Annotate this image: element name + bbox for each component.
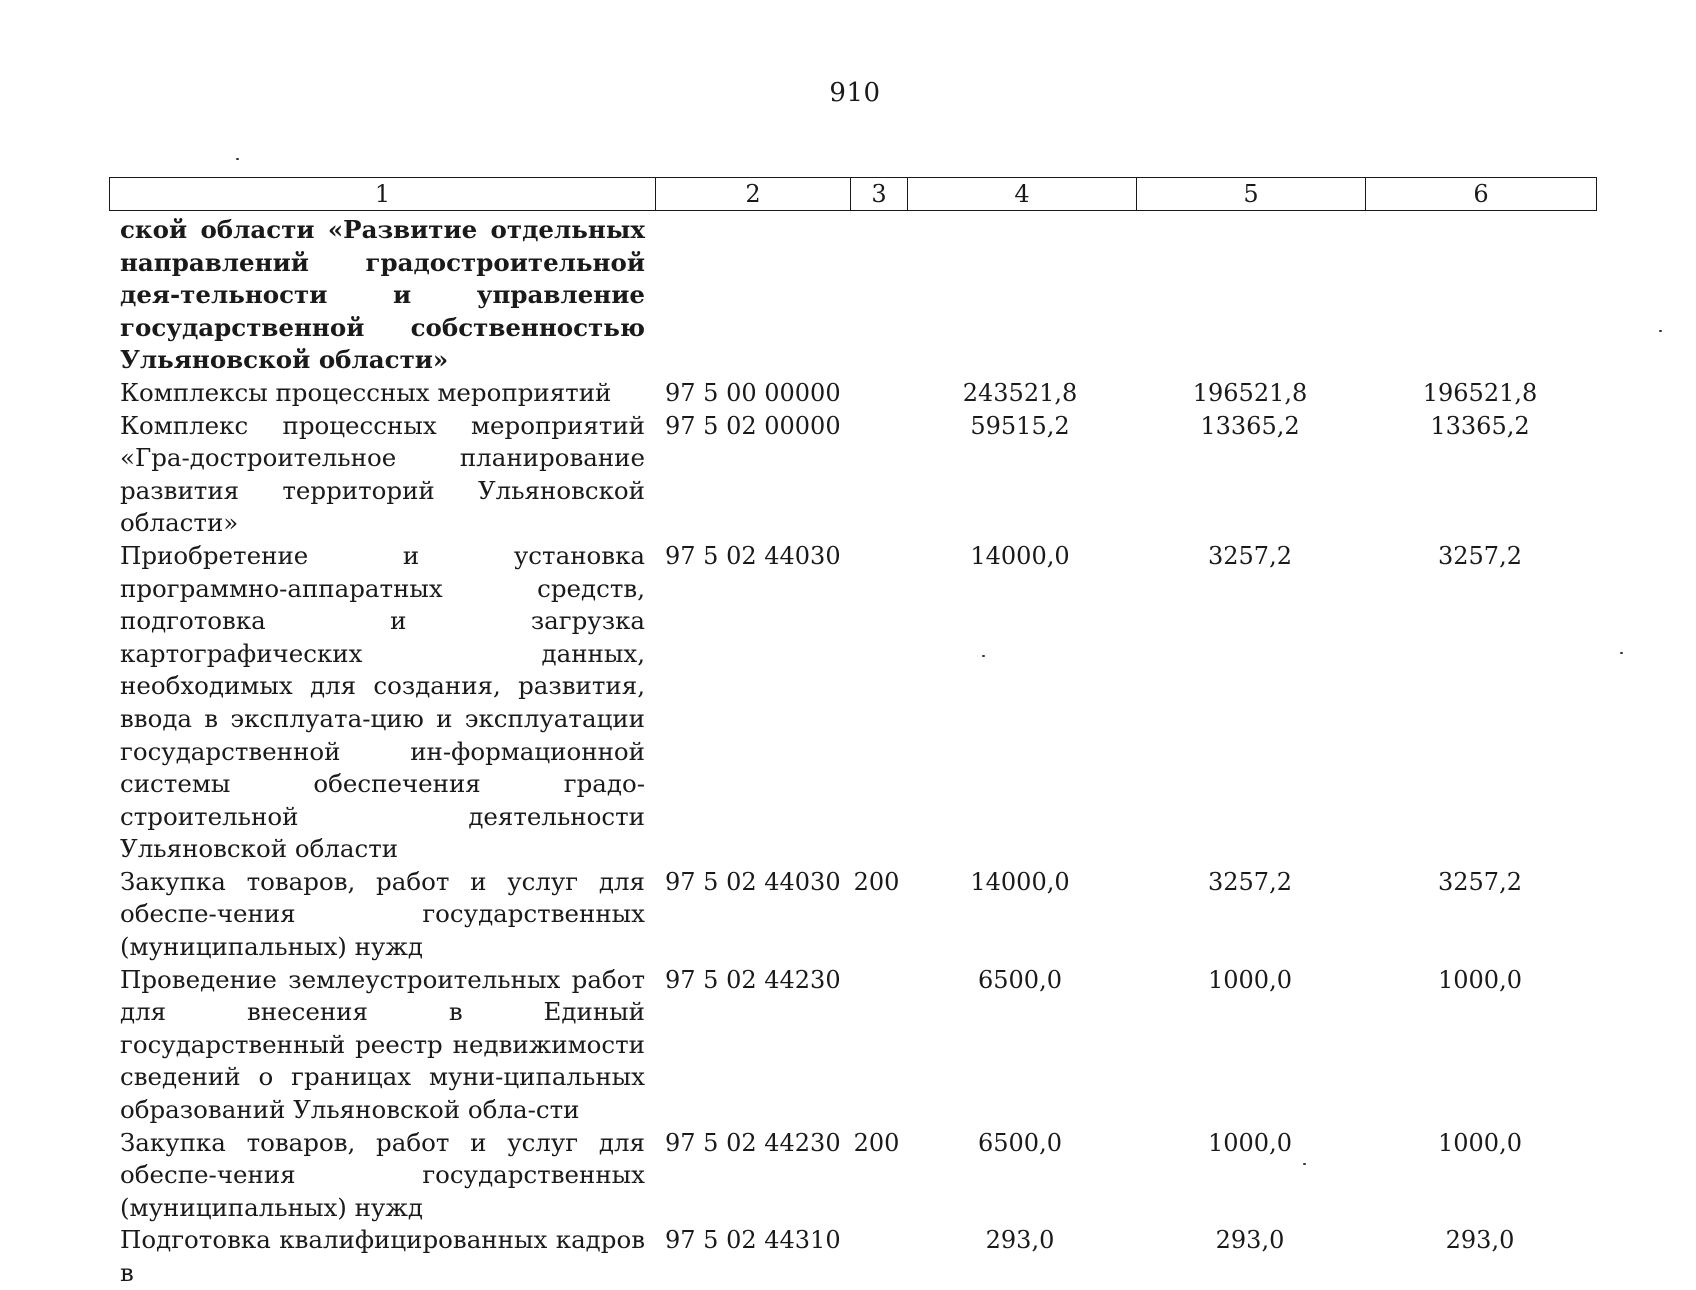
row-value-4: 6500,0 [978, 1128, 1062, 1157]
row-code: 97 5 02 00000 [665, 411, 841, 440]
table-body [109, 214, 1596, 1290]
table-row [109, 1127, 1596, 1225]
row-value-6: 1000,0 [1438, 1128, 1522, 1157]
table-row [109, 1224, 1596, 1289]
row-value-4: 243521,8 [962, 378, 1078, 407]
table-row [109, 964, 1596, 1127]
page-number: 910 [829, 78, 881, 108]
table-row [109, 214, 1596, 377]
row-value-5: 1000,0 [1208, 1128, 1292, 1157]
scan-speck [236, 158, 239, 160]
row-title: Комплексы процессных мероприятий [120, 377, 612, 407]
row-title: Проведение землеустроительных работ для внесения в Единый государственный реестр недвижимости сведений о границах муни-ципальных образований Ульяновской обла-сти [120, 964, 645, 1125]
column-header: 5 [1137, 178, 1366, 211]
row-value-5: 1000,0 [1208, 965, 1292, 994]
row-title: Закупка товаров, работ и услуг для обеспе-чения государственных (муниципальных) нужд [120, 866, 645, 962]
row-code: 97 5 02 44310 [665, 1226, 841, 1255]
row-code: 97 5 02 44030 [665, 541, 841, 570]
row-value-5: 13365,2 [1200, 411, 1300, 440]
table-row [109, 377, 1596, 410]
table-row [109, 866, 1596, 964]
row-title: Закупка товаров, работ и услуг для обеспе-чения государственных (муниципальных) нужд [120, 1127, 645, 1222]
row-value-6: 1000,0 [1438, 965, 1522, 994]
row-value-6: 3257,2 [1438, 867, 1522, 896]
row-code: 97 5 02 44030 [665, 867, 841, 896]
row-value-5: 3257,2 [1208, 541, 1292, 570]
row-value-4: 59515,2 [970, 411, 1070, 440]
row-value-5: 196521,8 [1192, 378, 1308, 407]
scan-speck [1659, 330, 1662, 332]
column-header: 4 [908, 178, 1137, 211]
row-code: 97 5 00 00000 [665, 378, 841, 407]
column-header: 3 [851, 178, 908, 211]
row-value-5: 293,0 [1215, 1226, 1285, 1255]
row-title: Комплекс процессных мероприятий «Гра-достроительное планирование развития территорий Ульяновской области» [120, 410, 645, 538]
column-header: 1 [110, 178, 656, 211]
table-header [109, 177, 1597, 211]
row-type: 200 [853, 867, 900, 896]
row-value-6: 196521,8 [1422, 378, 1538, 407]
row-value-4: 14000,0 [970, 541, 1070, 570]
table-row [109, 540, 1596, 866]
row-code: 97 5 02 44230 [665, 965, 841, 994]
row-title: Приобретение и установка программно-аппаратных средств, подготовка и загрузка картографических данных, необходимых для создания, развития, ввода в эксплуата-цию и эксплуатации государственной ин-формационной системы обеспечения градо-строительной деятельности Ульяновской области [120, 540, 645, 864]
row-value-4: 6500,0 [978, 965, 1062, 994]
row-value-4: 14000,0 [970, 867, 1070, 896]
row-value-6: 3257,2 [1438, 541, 1522, 570]
row-value-6: 13365,2 [1430, 411, 1530, 440]
column-header: 6 [1366, 178, 1597, 211]
row-title: ской области «Развитие отдельных направлений градостроительной дея-тельности и управление государственной собственностью Ульяновской области» [120, 215, 645, 375]
row-value-4: 293,0 [985, 1226, 1055, 1255]
scan-speck [1620, 652, 1623, 654]
row-code: 97 5 02 44230 [665, 1128, 841, 1157]
row-value-6: 293,0 [1445, 1226, 1515, 1255]
row-value-5: 3257,2 [1208, 867, 1292, 896]
header-row [110, 178, 1597, 211]
row-title: Подготовка квалифицированных кадров в [120, 1225, 645, 1287]
column-header: 2 [656, 178, 851, 211]
row-type: 200 [853, 1128, 900, 1157]
table-row [109, 410, 1596, 540]
